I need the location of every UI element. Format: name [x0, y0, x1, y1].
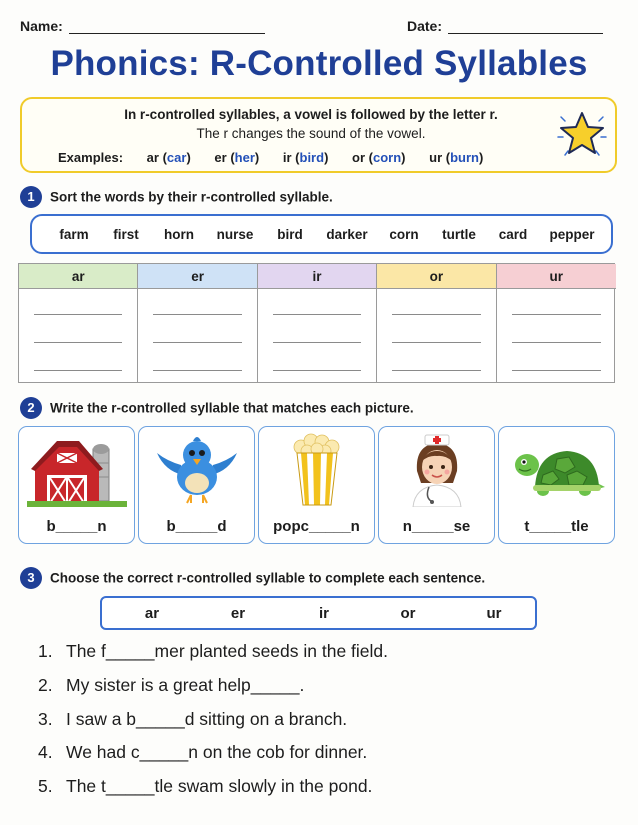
intro-line-1: In r-controlled syllables, a vowel is followed by the letter r.: [124, 107, 498, 122]
syllable-bank-item: er: [230, 605, 246, 622]
sentence-text: The t_____tle swam slowly in the pond.: [66, 776, 373, 796]
write-line[interactable]: [153, 370, 241, 371]
date-line[interactable]: [448, 20, 603, 34]
example-or: or (corn): [352, 150, 406, 165]
word-bank: [30, 214, 613, 254]
picture-answer[interactable]: b_____n: [46, 518, 107, 535]
write-line[interactable]: [392, 370, 480, 371]
picture-answer[interactable]: b_____d: [166, 518, 227, 535]
sort-column-ar: [19, 264, 138, 382]
page-title: Phonics: R-Controlled Syllables: [50, 44, 588, 83]
write-line[interactable]: [273, 314, 361, 315]
word-bank-item: horn: [164, 227, 194, 242]
section-2-heading: [20, 397, 414, 419]
sentence-number: 5.: [38, 776, 53, 796]
picture-card-popcorn: [258, 426, 375, 544]
picture-card-bird: [138, 426, 255, 544]
sentence-item[interactable]: [38, 742, 367, 763]
example-er: er (her): [214, 150, 260, 165]
syllable-bank: [100, 596, 537, 630]
date-field[interactable]: [407, 18, 603, 34]
sentence-item[interactable]: [38, 675, 304, 696]
write-line[interactable]: [273, 370, 361, 371]
sort-column-header: ar: [19, 264, 137, 289]
turtle-icon: [507, 431, 607, 507]
picture-card-barn: [18, 426, 135, 544]
write-line[interactable]: [153, 342, 241, 343]
sentence-number: 2.: [38, 675, 53, 695]
barn-icon: [27, 431, 127, 507]
sentence-item[interactable]: [38, 641, 388, 662]
date-label: Date:: [407, 18, 443, 34]
name-label: Name:: [20, 18, 63, 34]
sort-column-ur: [497, 264, 616, 382]
syllable-bank-item: ar: [144, 605, 160, 622]
picture-answer[interactable]: popc_____n: [273, 518, 360, 535]
word-bank-item: bird: [277, 227, 303, 242]
write-line[interactable]: [34, 370, 122, 371]
word-bank-item: corn: [389, 227, 419, 242]
sentence-number: 1.: [38, 641, 53, 661]
section-1-instruction: Sort the words by their r-controlled syllable.: [50, 189, 333, 205]
intro-line-2: The r changes the sound of the vowel.: [196, 126, 426, 141]
section-1-heading: [20, 186, 333, 208]
word-bank-item: first: [113, 227, 139, 242]
write-line[interactable]: [392, 342, 480, 343]
section-3-number: 3: [20, 567, 42, 589]
picture-card-turtle: [498, 426, 615, 544]
sort-column-header: ir: [258, 264, 376, 289]
write-line[interactable]: [34, 342, 122, 343]
sentence-text: My sister is a great help_____.: [66, 675, 305, 695]
sort-table: [18, 263, 615, 383]
write-line[interactable]: [34, 314, 122, 315]
write-line[interactable]: [273, 342, 361, 343]
write-line[interactable]: [512, 314, 601, 315]
name-field[interactable]: [20, 18, 265, 34]
section-3-instruction: Choose the correct r-controlled syllable to complete each sentence.: [50, 570, 486, 586]
sort-column-header: or: [377, 264, 495, 289]
syllable-bank-item: ir: [318, 605, 330, 622]
sort-column-or: [377, 264, 496, 382]
sentence-text: I saw a b_____d sitting on a branch.: [66, 709, 348, 729]
picture-answer[interactable]: n_____se: [402, 518, 471, 535]
section-1-number: 1: [20, 186, 42, 208]
word-bank-item: nurse: [216, 227, 254, 242]
write-line[interactable]: [512, 342, 601, 343]
nurse-icon: [387, 431, 487, 507]
example-ur: ur (burn): [429, 150, 484, 165]
star-icon: [555, 107, 609, 161]
word-bank-item: darker: [326, 227, 368, 242]
example-ar: ar (car): [146, 150, 191, 165]
intro-box: [20, 97, 617, 173]
word-bank-item: card: [498, 227, 528, 242]
sentence-item[interactable]: [38, 776, 372, 797]
examples-row: [58, 150, 483, 165]
sort-column-header: er: [138, 264, 256, 289]
sentence-number: 3.: [38, 709, 53, 729]
picture-card-nurse: [378, 426, 495, 544]
syllable-bank-item: ur: [486, 605, 502, 622]
popcorn-icon: [267, 431, 367, 507]
sentence-text: The f_____mer planted seeds in the field.: [66, 641, 389, 661]
sort-column-er: [138, 264, 257, 382]
examples-label: Examples:: [58, 150, 124, 165]
sort-column-header: ur: [497, 264, 616, 289]
write-line[interactable]: [392, 314, 480, 315]
example-ir: ir (bird): [282, 150, 329, 165]
section-3-heading: [20, 567, 485, 589]
write-line[interactable]: [512, 370, 601, 371]
write-line[interactable]: [153, 314, 241, 315]
sort-column-ir: [258, 264, 377, 382]
name-line[interactable]: [69, 20, 265, 34]
sentence-item[interactable]: [38, 709, 347, 730]
word-bank-item: turtle: [442, 227, 476, 242]
section-2-number: 2: [20, 397, 42, 419]
word-bank-item: pepper: [549, 227, 595, 242]
section-2-instruction: Write the r-controlled syllable that matches each picture.: [50, 400, 414, 416]
sentence-number: 4.: [38, 742, 53, 762]
syllable-bank-item: or: [400, 605, 416, 622]
sentence-text: We had c_____n on the cob for dinner.: [66, 742, 368, 762]
picture-cards: [18, 426, 618, 546]
word-bank-item: farm: [59, 227, 89, 242]
picture-answer[interactable]: t_____tle: [524, 518, 589, 535]
worksheet-header: [20, 18, 608, 40]
bird-icon: [147, 431, 247, 507]
